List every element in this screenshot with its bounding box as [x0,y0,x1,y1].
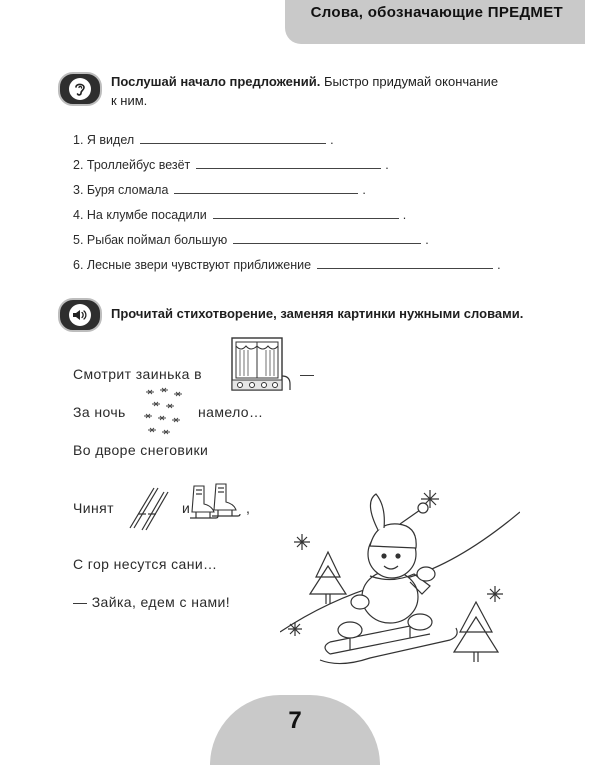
sentence-item [73,197,501,222]
sentence-text: 6. Лесные звери чувствуют приближение [73,258,312,272]
sentence-text: 4. На клумбе посадили [73,208,207,222]
poem-line-2-start: За ночь [73,404,126,420]
window-picture [230,336,296,398]
speaker-icon [58,298,102,332]
task1-instruction-bold: Послушай начало предложений. [111,74,321,89]
sentence-end: . [330,133,334,147]
poem-line-3: Во дворе снеговики [73,442,209,458]
header-tab [285,0,585,44]
task1-instruction [111,72,541,110]
snow-picture [140,386,192,446]
bunny-sledding-illustration [280,482,520,686]
sentence-item [73,172,501,197]
sentence-end: . [425,233,429,247]
poem-line-4-mid: и [182,500,191,516]
task1-instruction-rest: Быстро придумай окончание [323,74,499,89]
answer-blank[interactable] [233,231,421,244]
poem-line-6: — Зайка, едем с нами! [73,594,231,610]
poem-line-4-end: , [246,500,251,516]
sentence-end: . [402,208,407,222]
answer-blank[interactable] [213,206,399,219]
sentence-text: 1. Я видел [73,133,135,147]
poem-line-4-start: Чинят [73,500,114,516]
answer-blank[interactable] [196,156,381,169]
answer-blank[interactable] [140,131,326,144]
poem-line-5: С гор несутся сани… [73,556,218,572]
task2-instruction: Прочитай стихотворение, заменяя картинки нужными словами. [111,306,524,321]
sentence-text: 3. Буря сломала [73,183,169,197]
sentence-text: 2. Троллейбус везёт [73,158,191,172]
ear-icon [58,72,102,106]
sentence-text: 5. Рыбак поймал большую [73,233,228,247]
section-title-regular: Слова, обозначающие [310,4,484,21]
answer-blank[interactable] [317,256,493,269]
sentence-end: . [362,183,366,197]
sentence-end: . [385,158,389,172]
page-number: 7 [288,707,302,734]
sentence-list [73,122,501,272]
sentence-item [73,247,501,272]
task1-instruction-line2: к ним. [111,93,148,108]
section-title [311,4,563,21]
sentence-item [73,147,501,172]
poem-line-1 [73,366,202,382]
poem-line-2-end: намело… [198,404,264,420]
poem-line-1-end: — [300,366,315,382]
section-title-emphasis: ПРЕДМЕТ [487,4,563,21]
skis-picture [124,484,170,536]
poem-line-1-start: Смотрит заинька в [73,366,202,382]
skates-picture [186,482,244,532]
page-number-tab [210,695,380,765]
sentence-item [73,222,501,247]
sentence-item [73,122,501,147]
sentence-end: . [497,258,501,272]
answer-blank[interactable] [174,181,358,194]
